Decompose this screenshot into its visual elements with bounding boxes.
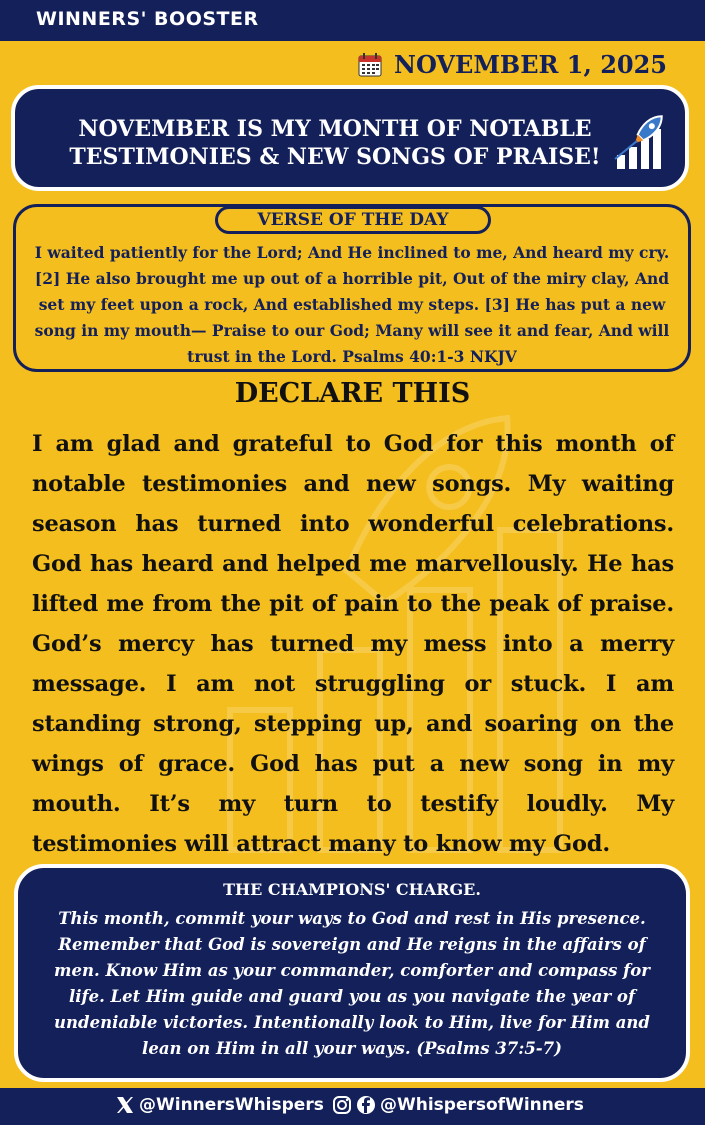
- charge-text: This month, commit your ways to God and rest in His presence. Remember that God is sovereign and He reigns in the affairs of men. Know Him as your commander, comforter and compass for life. Let Him guide and guard you as you navigate the year of undeniable victories. Intentionally look to Him, live for Him and lean on Him in all your ways. (Psalms 37:5-7): [54, 909, 650, 1058]
- declare-title: DECLARE THIS: [234, 378, 471, 409]
- footer-bar: [0, 1088, 705, 1125]
- x-handle: @WinnersWhispers: [139, 1095, 324, 1115]
- date-label: NOVEMBER 1, 2025: [394, 50, 667, 79]
- headline-text: NOVEMBER IS MY MONTH OF NOTABLE TESTIMONIES & NEW SONGS OF PRAISE!: [69, 116, 601, 170]
- brand-title: WINNERS' BOOSTER: [36, 8, 259, 30]
- rocket-growth-icon: [611, 111, 673, 171]
- instagram-icon: [332, 1095, 352, 1115]
- verse-label: VERSE OF THE DAY: [215, 206, 491, 234]
- ig-fb-handle: @WhispersofWinners: [380, 1095, 584, 1115]
- facebook-icon: [356, 1095, 376, 1115]
- headline-banner: [11, 85, 689, 191]
- charge-title: THE CHAMPIONS' CHARGE.: [223, 880, 481, 899]
- x-handle-link[interactable]: [115, 1095, 324, 1115]
- top-banner: [0, 0, 705, 41]
- declare-text: I am glad and grateful to God for this month of notable testimonies and new songs. My waiting season has turned into wonderful celebrations. God has heard and helped me marvellously. He has lifted me from the pit of pain to the peak of praise. God’s mercy has turned my mess into a merry message. I am not struggling or stuck. I am standing strong, stepping up, and soaring on the wings of grace. God has put a new song in my mouth. It’s my turn to testify loudly. My testimonies will attract many to know my God.: [32, 431, 674, 857]
- champions-charge-box: [14, 864, 690, 1082]
- calendar-icon: [358, 53, 382, 77]
- verse-text: I waited patiently for the Lord; And He inclined to me, And heard my cry. [2] He also brought me up out of a horrible pit, Out of the miry clay, And set my feet upon a rock, And established my steps. [3] He has put a new song in my mouth— Praise to our God; Many will see it and fear, And will trust in the Lord. Psalms 40:1-3 NKJV: [34, 243, 670, 366]
- x-logo-icon: [115, 1095, 135, 1115]
- ig-fb-handle-link[interactable]: [332, 1095, 584, 1115]
- date-row: [358, 50, 667, 79]
